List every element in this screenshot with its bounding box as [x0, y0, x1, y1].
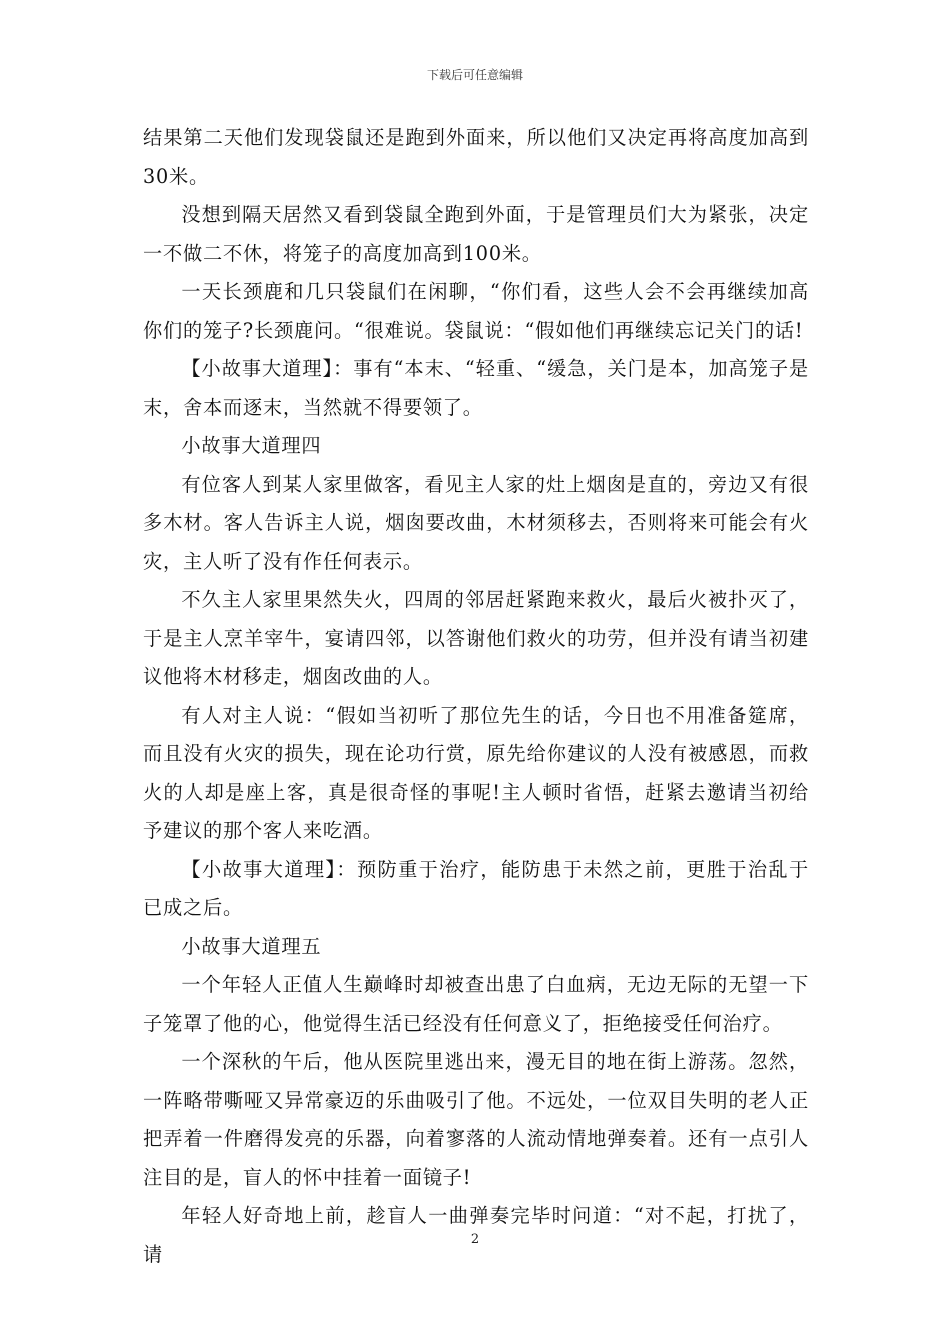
paragraph-fire: 不久主人家里果然失火，四周的邻居赶紧跑来救火，最后火被扑灭了，于是主人烹羊宰牛，宴请四邻，以答谢他们救火的功劳，但并没有请当初建议他将木材移走，烟囱改曲的人。: [143, 588, 809, 688]
paragraph-giraffe-chat: 一天长颈鹿和几只袋鼠们在闲聊，“你们看，这些人会不会再继续加高你们的笼子?长颈鹿问。“很难说。袋鼠说：“假如他们再继续忘记关门的话!: [143, 280, 809, 342]
section-heading-five: 小故事大道理五: [181, 934, 322, 958]
page-number: 2: [470, 1232, 480, 1247]
paragraph-moral-three: 【小故事大道理】：事有“本末、“轻重、“缓急，关门是本，加高笼子是末，舍本而逐末，当然就不得要领了。: [143, 357, 809, 419]
document-body: [143, 119, 809, 1274]
paragraph-kangaroo-30m: 结果第二天他们发现袋鼠还是跑到外面来，所以他们又决定再将高度加高到30米。: [143, 126, 809, 188]
paragraph-blind-musician: 一个深秋的午后，他从医院里逃出来，漫无目的地在街上游荡。忽然，一阵略带嘶哑又异常豪迈的乐曲吸引了他。不远处，一位双目失明的老人正把弄着一件磨得发亮的乐器，向着寥落的人流动情地弹奏着。还有一点引人注目的是，盲人的怀中挂着一面镜子!: [143, 1050, 809, 1189]
paragraph-young-man: 一个年轻人正值人生巅峰时却被查出患了白血病，无边无际的无望一下子笼罩了他的心，他觉得生活已经没有任何意义了，拒绝接受任何治疗。: [143, 973, 809, 1035]
paragraph-guest-chimney: 有位客人到某人家里做客，看见主人家的灶上烟囱是直的，旁边又有很多木材。客人告诉主人说，烟囱要改曲，木材须移去，否则将来可能会有火灾，主人听了没有作任何表示。: [143, 472, 809, 573]
section-heading-four: 小故事大道理四: [181, 434, 322, 457]
paragraph-advice: 有人对主人说：“假如当初听了那位先生的话，今日也不用准备筵席，而且没有火灾的损失，现在论功行赏，原先给你建议的人没有被感恩，而救火的人却是座上客，真是很奇怪的事呢!主人顿时省悟，赶紧去邀请当初给予建议的那个客人来吃酒。: [143, 703, 809, 842]
paragraph-question: 年轻人好奇地上前，趁盲人一曲弹奏完毕时问道：“对不起，打扰了，请: [143, 1204, 809, 1266]
paragraph-kangaroo-100m: 没想到隔天居然又看到袋鼠全跑到外面，于是管理员们大为紧张，决定一不做二不休，将笼子的高度加高到100米。: [143, 203, 809, 265]
paragraph-moral-four: 【小故事大道理】：预防重于治疗，能防患于未然之前，更胜于治乱于已成之后。: [143, 857, 809, 919]
page-header: 下载后可任意编辑: [426, 68, 523, 82]
